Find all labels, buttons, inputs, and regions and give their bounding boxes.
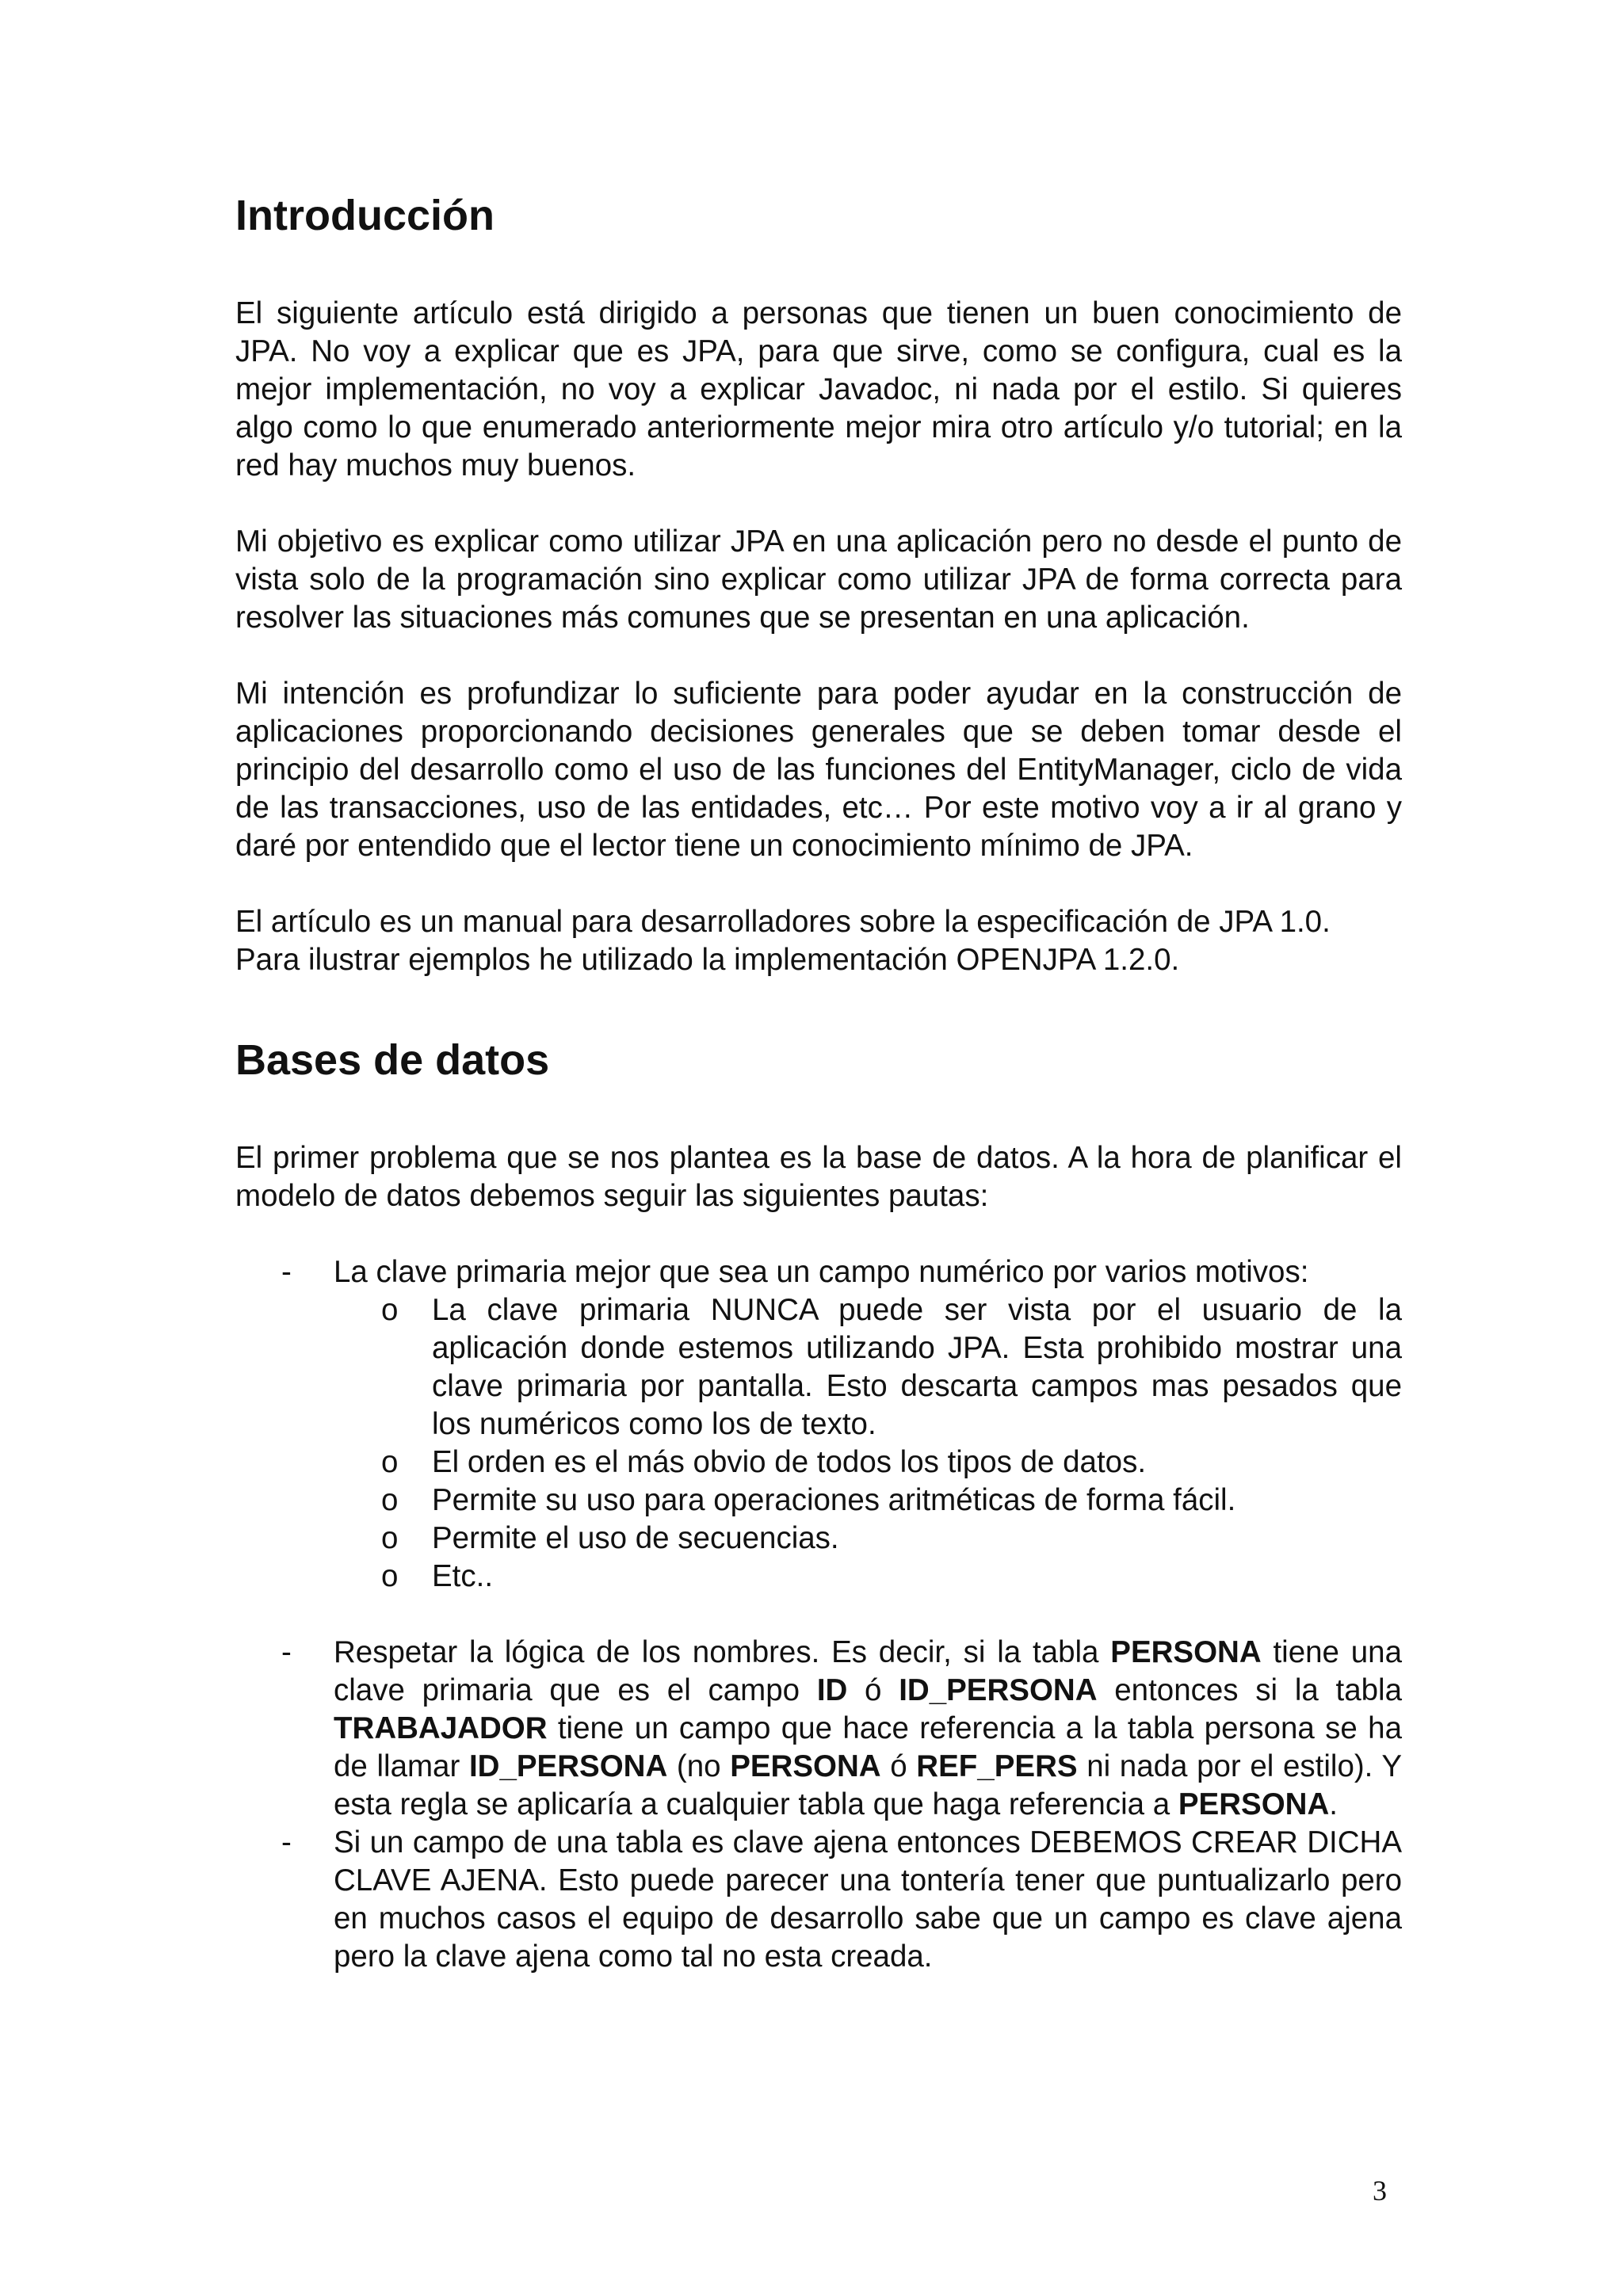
section-heading-introduccion: Introducción — [235, 192, 495, 239]
sub-item-text: Permite su uso para operaciones aritméticas de forma fácil. — [432, 1483, 1236, 1517]
table-name-bold: PERSONA — [1110, 1635, 1262, 1669]
section-heading-bases-de-datos: Bases de datos — [235, 1036, 550, 1084]
list-item — [235, 1634, 1402, 1824]
intro-paragraph-3: Mi intención es profundizar lo suficiente para poder ayudar en la construcción de aplicaciones proporcionando decisiones generales que se deben tomar desde el principio del desarrollo como el uso de las funciones del EntityManager, ciclo de vida de las transacciones, uso de las entidades, etc… Por este motivo voy a ir al grano y daré por entendido que el lector tiene un conocimiento mínimo de JPA. — [235, 677, 1402, 863]
circle-bullet: o — [381, 1483, 399, 1517]
bullet-text-part: ó — [880, 1749, 917, 1783]
sub-list-item — [334, 1482, 1402, 1520]
list-item — [235, 1253, 1402, 1596]
sub-item-text: Permite el uso de secuencias. — [432, 1521, 839, 1555]
bullet-text-part: tiene un campo que hace referencia a la tabla persona se ha de llamar — [334, 1711, 1402, 1783]
bases-intro-paragraph: El primer problema que se nos plantea es la base de datos. A la hora de planificar el modelo de datos debemos seguir las siguientes pautas: — [235, 1141, 1402, 1213]
dash-bullet: - — [281, 1635, 292, 1669]
bullet-text-part: tiene una clave primaria que es el campo — [334, 1635, 1402, 1707]
circle-bullet: o — [381, 1559, 399, 1593]
sub-list-item — [334, 1444, 1402, 1482]
intro-paragraph-2: Mi objetivo es explicar como utilizar JPA en una aplicación pero no desde el punto de vista solo de la programación sino explicar como utilizar JPA de forma correcta para resolver las situaciones más comunes que se presentan en una aplicación. — [235, 524, 1402, 635]
bullet-text-part: (no — [667, 1749, 731, 1783]
field-name-bold: REF_PERS — [916, 1749, 1078, 1783]
intro-paragraph-1: El siguiente artículo está dirigido a personas que tienen un buen conocimiento de JPA. No voy a explicar que es JPA, para que sirve, como se configura, cual es la mejor implementación, no voy a explicar Javadoc, ni nada por el estilo. Si quieres algo como lo que enumerado anteriormente mejor mira otro artículo y/o tutorial; en la red hay muchos muy buenos. — [235, 296, 1402, 482]
page-number: 3 — [1373, 2175, 1387, 2206]
sub-list-item — [334, 1558, 1402, 1596]
sub-list-item — [334, 1520, 1402, 1558]
field-name-bold: ID_PERSONA — [468, 1749, 668, 1783]
circle-bullet: o — [381, 1521, 399, 1555]
circle-bullet: o — [381, 1445, 399, 1479]
bullet-text-part: Respetar la lógica de los nombres. Es decir, si la tabla — [334, 1635, 1111, 1669]
sub-item-text: Etc.. — [432, 1559, 494, 1593]
sub-item-text: La clave primaria NUNCA puede ser vista por el usuario de la aplicación donde estemos utilizando JPA. Esta prohibido mostrar una clave primaria por pantalla. Esto descarta campos mas pesados que los numéricos como los de texto. — [432, 1293, 1402, 1441]
bullet-text-part: ni nada por el estilo). Y esta regla se aplicaría a cualquier tabla que haga referencia a — [334, 1749, 1403, 1821]
dash-bullet: - — [281, 1825, 292, 1859]
table-name-bold: PERSONA — [1178, 1787, 1330, 1821]
intro-paragraph-4: El artículo es un manual para desarrolladores sobre la especificación de JPA 1.0. Para ilustrar ejemplos he utilizado la implementación OPENJPA 1.2.0. — [235, 905, 1331, 977]
field-name-bold: ID_PERSONA — [899, 1673, 1098, 1707]
sub-list-item — [334, 1291, 1402, 1444]
field-name-bold: ID — [816, 1673, 848, 1707]
bullet-text: Si un campo de una tabla es clave ajena entonces DEBEMOS CREAR DICHA CLAVE AJENA. Esto puede parecer una tontería tener que puntualizarlo pero en muchos casos el equipo de desarrollo sabe que un campo es clave ajena pero la clave ajena como tal no esta creada. — [334, 1825, 1402, 1974]
circle-bullet: o — [381, 1293, 399, 1327]
table-name-bold: TRABAJADOR — [334, 1711, 548, 1745]
document-page — [235, 190, 1402, 1976]
bullet-text-part: . — [1329, 1787, 1338, 1821]
sub-list — [334, 1291, 1402, 1596]
list-item — [235, 1824, 1402, 1976]
field-name-bold: PERSONA — [730, 1749, 881, 1783]
bullet-text-part: ó — [847, 1673, 899, 1707]
bullet-text-part: entonces si la tabla — [1097, 1673, 1403, 1707]
sub-item-text: El orden es el más obvio de todos los tipos de datos. — [432, 1445, 1147, 1479]
guidelines-list — [235, 1253, 1402, 1976]
dash-bullet: - — [281, 1255, 292, 1289]
bullet-text: La clave primaria mejor que sea un campo numérico por varios motivos: — [334, 1255, 1309, 1289]
